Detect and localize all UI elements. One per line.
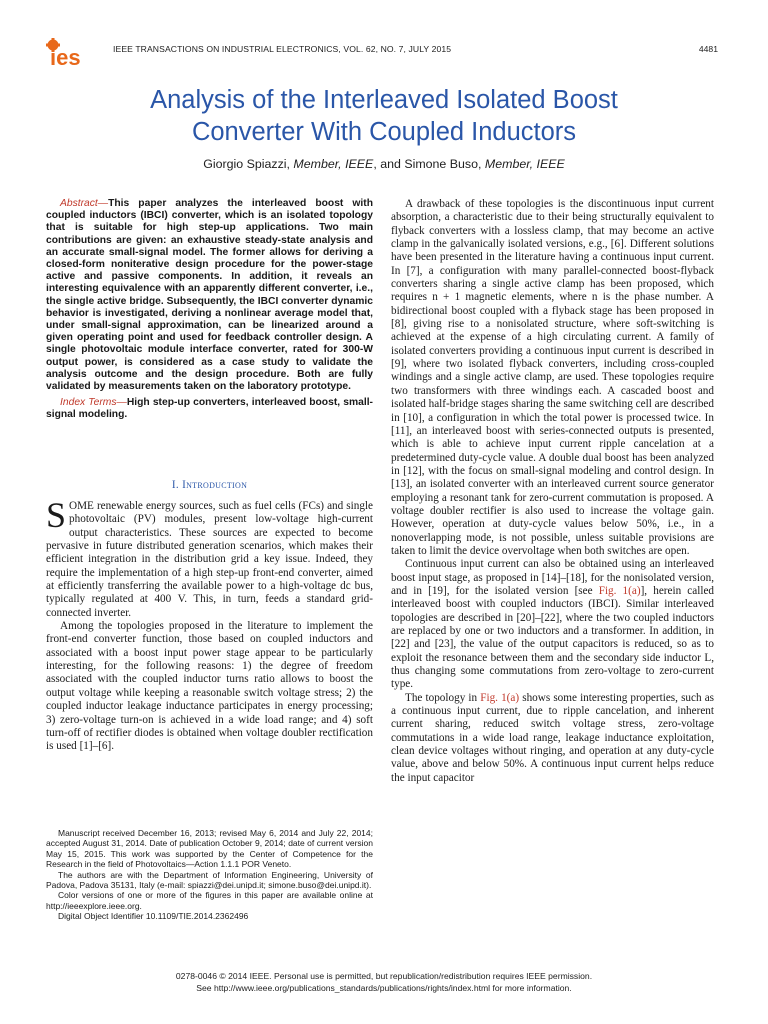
right-paragraph-2 — [391, 558, 714, 691]
paper-title — [40, 84, 728, 148]
intro-paragraph-2: Among the topologies proposed in the literature to implement the front-end converter function, those based on coupled inductors and associated with a boost input power stage appear to be particularly interesting, for the following reasons: 1) the degree of freedom associated with the coupled inductor turns ratio allows to boost the output voltage while keeping a reasonable switch voltage stress; 2) the coupled inductor leakage inductance participates in energy processing; 3) zero-voltage turn-on is achieved in a wide load range; and 4) soft turn-off of rectifier diodes is obtained when voltage doubler rectification is used [1]–[6]. — [46, 620, 373, 753]
footnote — [46, 828, 373, 922]
section-title: Introduction — [182, 479, 248, 491]
abstract-paragraph — [46, 198, 373, 393]
drop-cap: S — [46, 495, 67, 535]
abstract-text: This paper analyzes the interleaved boost with coupled inductors (IBCI) converter, which is an isolated topology that is suitable for high step-up applications. Two main contributions are given: an exhaustive steady-state analysis and an accurate small-signal model. The former allows for deriving a closed-form noniterative design procedure for the power-stage active and passive components. In addition, it reveals an interesting equivalence with an apparently different converter, i.e., the single active bridge. Subsequently, the IBCI converter dynamic behavior is investigated, deriving a nonlinear average model that, under small-signal approximation, can be linearized around a given operating point and used for feedback controller design. A single photovoltaic module interface converter, rated for 300-W output power, is considered as a case study to validate the analysis outcome and the design procedure. Both are fully validated by measurements taken on the laboratory prototype. — [46, 198, 373, 393]
index-terms — [46, 397, 373, 421]
intro-paragraph-1 — [46, 495, 373, 620]
right-p2-text-a: Continuous input current can also be obtained using an interleaved boost input stage, as proposed in [14]–[18], for the nonisolated version, and in [19], for the isolated version [see — [391, 558, 714, 597]
right-p3-text-a: The topology in — [405, 691, 481, 704]
page-number: 4481 — [698, 44, 718, 54]
title-line-2: Converter With Coupled Inductors — [191, 118, 577, 146]
author-2: , and Simone Buso, — [373, 157, 482, 171]
right-paragraph-1: A drawback of these topologies is the discontinuous input current absorption, a characteristic due to their being structurally equivalent to flyback converters with a lossless clamp, that may become an active clamp in the galvanically isolated versions, e.g., [6]. Different solutions have been presented in the literature having a continuous input current. In [7], a configuration with many parallel-connected boost-flyback converters sharing a single active clamp has been proposed, which requires n + 1 magnetic elements, where n is the phase number. A bidirectional boost coupled with a flyback stage has been proposed in [8], giving rise to a nonisolated structure, where soft-switching is achieved at the expense of a high circulating current. A family of isolated converters providing a continuous input current is described in [9], where two isolated flyback converters, including cross-coupled windings and a single active clamp, are used. These topologies require two transformers with three windings each. A cascaded boost and isolated half-bridge stages sharing the same switching cell are described in [10], a configuration in which the total power is processed twice. In [11], an interleaved boost with series-connected outputs is presented, which is able to achieve input current ripple cancelation at a predetermined duty-cycle value. A double dual boost has been analyzed in [12], with the focus on small-signal modeling and control design. In [13], an isolated converter with an interleaved current source generator employing a resonant tank for zero-current commutation is proposed. A voltage doubler rectifier is also used to increase the voltage gain. However, operation at duty-cycle values below 50%, i.e., in a nonoverlapping mode, is not possible, unless suitable provisions are taken to limit the device overvoltage when both switches are open. — [391, 198, 714, 557]
copyright-notice — [46, 971, 722, 994]
section-number: I. — [171, 479, 179, 491]
index-terms-label: Index Terms— — [60, 397, 127, 409]
intro-p1-text: OME renewable energy sources, such as fuel cells (FCs) and single photovoltaic (PV) modules, present low-voltage high-current output characteristics. These sources are expected to become pervasive in future distributed generation scenarios, which makes their efficient integration in the distribution grid a key issue. Indeed, they require the implementation of a high step-up front-end converter, aimed at efficiently transferring the available power to a high-voltage dc bus, typically regulated at 400 V. This, in turn, feeds a standard grid-connected inverter. — [46, 500, 373, 619]
copyright-line-2: See http://www.ieee.org/publications_standards/publications/rights/index.html for more information. — [196, 982, 572, 993]
footnote-manuscript: Manuscript received December 16, 2013; revised May 6, 2014 and July 22, 2014; accepted August 31, 2014. Date of publication October 9, 2014; date of current version May 15, 2015. This work was supported by the Center of Competence for the Research in the field of Photovoltaics—Action 1.1.1 POR Veneto. — [46, 828, 373, 870]
footnote-doi: Digital Object Identifier 10.1109/TIE.2014.2362496 — [58, 911, 249, 922]
author-1: Giorgio Spiazzi, — [203, 157, 290, 171]
author-1-role: Member, IEEE — [293, 157, 374, 171]
footnote-affiliation: The authors are with the Department of Information Engineering, University of Padova, Padova 35131, Italy (e-mail: spiazzi@dei.unipd.it; simone.buso@dei.unipd.it). — [46, 869, 373, 891]
right-column — [391, 198, 714, 785]
footnote-color: Color versions of one or more of the figures in this paper are available online at http://ieeexplore.ieee.org. — [46, 890, 373, 911]
ies-logo — [46, 38, 106, 68]
abstract-label: Abstract— — [60, 198, 109, 209]
right-p3-text-b: shows some interesting properties, such as a continuous input current, due to ripple cancelation, and inherent current sharing, reduced switch voltage stress, zero-voltage commutations in a wide load range, leakage inductance exploitation, clean device voltages without ringing, and operation at any duty-cycle value, above and below 50%. A continuous input current helps reduce the input capacitor — [391, 691, 715, 784]
right-p2-text-b: ], herein called interleaved boost with coupled inductors (IBCI). Similar interleaved topologies are described in [20]–[22], where the two coupled inductors are replaced by one or two inductors and a transformer. In addition, in [22] and [23], the value of the output capacitors is reduced, so as to exploit the resonance between them and the secondary side inductor L, thus changing some commutations from zero-voltage to zero-current type. — [391, 584, 715, 691]
figure-link[interactable]: Fig. 1(a) — [480, 691, 520, 704]
title-line-1: Analysis of the Interleaved Isolated Boost — [150, 86, 618, 114]
logo-text: ies — [50, 45, 81, 68]
page-header — [46, 38, 718, 68]
author-2-role: Member, IEEE — [484, 157, 565, 171]
index-terms-text: High step-up converters, interleaved boost, small-signal modeling. — [46, 397, 373, 421]
copyright-line-1: 0278-0046 © 2014 IEEE. Personal use is permitted, but republication/redistribution requires IEEE permission. — [175, 971, 593, 981]
right-paragraph-3 — [391, 692, 714, 785]
introduction-body — [46, 495, 373, 754]
figure-link[interactable]: Fig. 1(a) — [598, 584, 641, 597]
section-heading — [46, 479, 373, 491]
abstract — [46, 198, 373, 422]
journal-name: IEEE TRANSACTIONS ON INDUSTRIAL ELECTRONICS, VOL. 62, NO. 7, JULY 2015 — [113, 44, 452, 54]
author-list — [40, 157, 728, 171]
